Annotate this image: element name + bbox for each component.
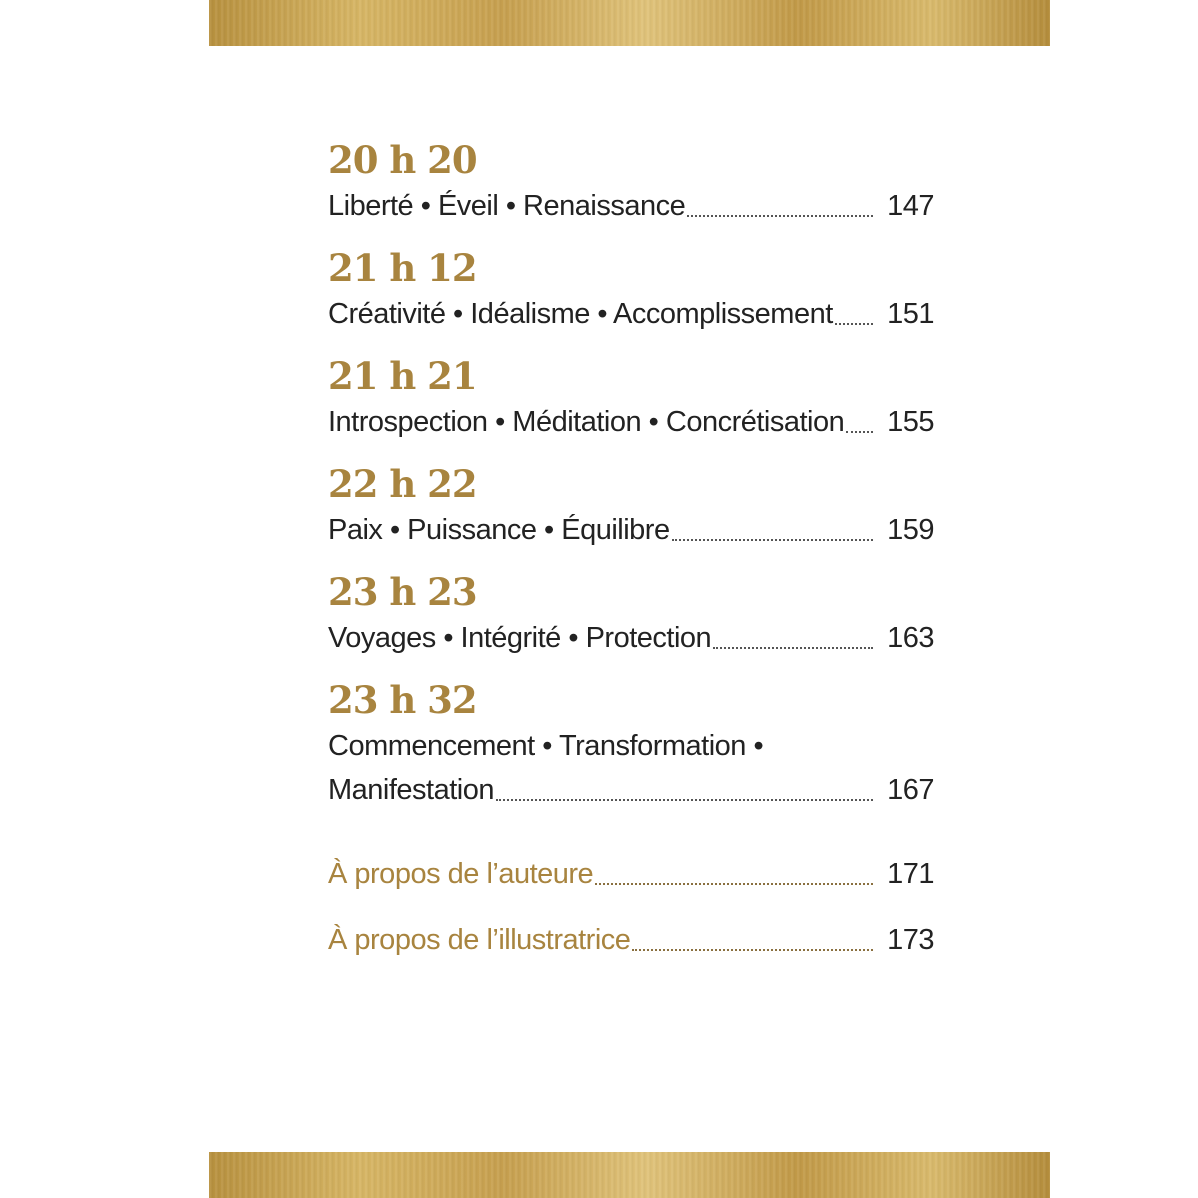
dot-leader — [846, 431, 873, 433]
page-number: 155 — [887, 406, 934, 438]
page-number: 151 — [887, 298, 934, 330]
entry-title-line1: Commencement • Transformation • — [328, 730, 764, 762]
page-number: 159 — [887, 514, 934, 546]
page-number: 173 — [887, 924, 934, 956]
section-time: 21 h 21 — [328, 354, 477, 398]
dot-leader — [672, 539, 874, 541]
page-number: 171 — [887, 858, 934, 890]
dot-leader — [632, 949, 873, 951]
entry-title: À propos de l’illustratrice — [328, 924, 631, 956]
dot-leader — [496, 799, 873, 801]
toc-entry[interactable] — [328, 768, 934, 812]
toc-section-2222 — [328, 460, 934, 552]
entry-title: Liberté • Éveil • Renaissance — [328, 190, 686, 222]
entry-title: Introspection • Méditation • Concrétisation — [328, 406, 845, 438]
section-time: 21 h 12 — [328, 246, 477, 290]
entry-title: Paix • Puissance • Équilibre — [328, 514, 670, 546]
entry-title: Voyages • Intégrité • Protection — [328, 622, 712, 654]
dot-leader — [687, 215, 873, 217]
toc-section-2121 — [328, 352, 934, 444]
toc-entry[interactable] — [328, 400, 934, 444]
section-time: 20 h 20 — [328, 138, 477, 182]
entry-title: À propos de l’auteure — [328, 858, 594, 890]
dot-leader — [835, 323, 873, 325]
toc-entry-about-illustrator[interactable] — [328, 918, 934, 962]
page-number: 163 — [887, 622, 934, 654]
dot-leader — [713, 647, 873, 649]
toc-section-2112 — [328, 244, 934, 336]
table-of-contents — [328, 136, 934, 962]
toc-entry[interactable] — [328, 184, 934, 228]
gold-band-top — [209, 0, 1050, 46]
section-time: 23 h 32 — [328, 678, 477, 722]
toc-entry[interactable] — [328, 292, 934, 336]
page-number: 147 — [887, 190, 934, 222]
entry-title: Créativité • Idéalisme • Accomplissement — [328, 298, 833, 330]
toc-entry[interactable] — [328, 508, 934, 552]
toc-section-2332 — [328, 676, 934, 812]
toc-entry[interactable] — [328, 616, 934, 660]
section-time: 23 h 23 — [328, 570, 477, 614]
entry-title-line2: Manifestation — [328, 774, 494, 806]
dot-leader — [595, 883, 873, 885]
toc-entry-about-author[interactable] — [328, 852, 934, 896]
toc-section-2020 — [328, 136, 934, 228]
toc-section-2323 — [328, 568, 934, 660]
gold-band-bottom — [209, 1152, 1050, 1198]
page-number: 167 — [887, 774, 934, 806]
section-time: 22 h 22 — [328, 462, 477, 506]
